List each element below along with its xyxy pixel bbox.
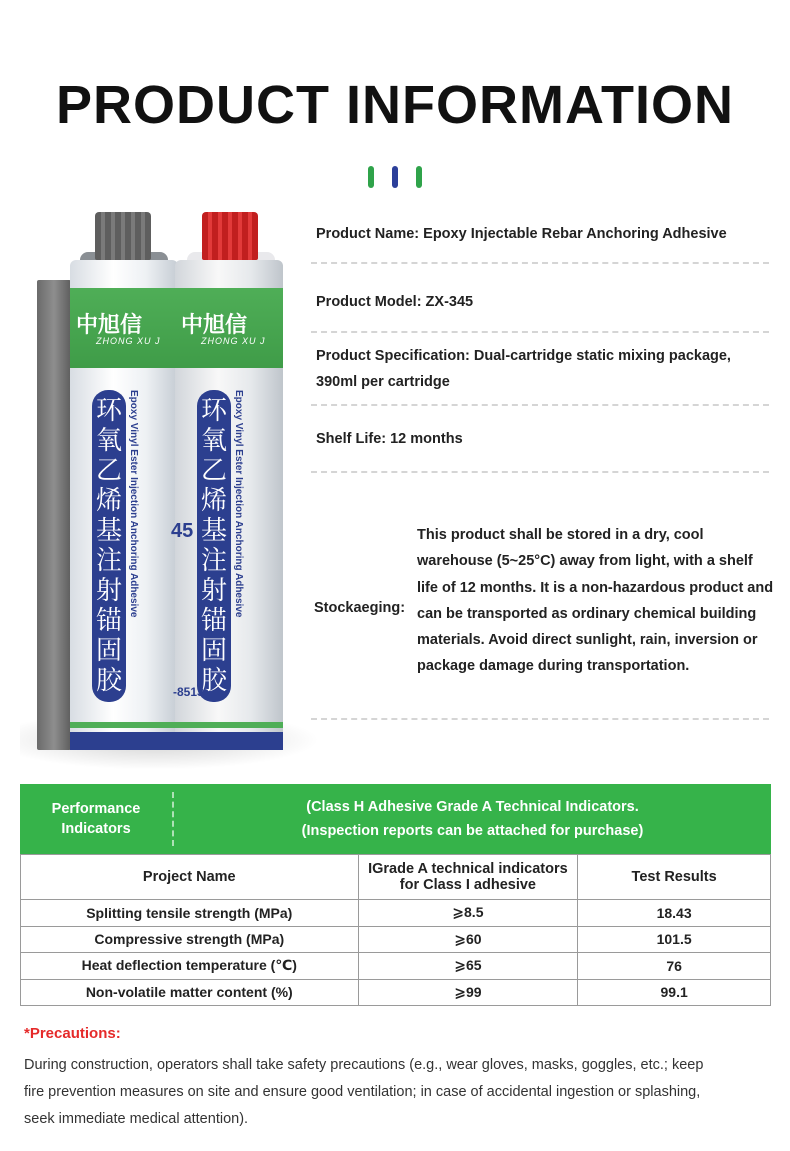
storage-line: life of 12 months. It is a non-hazardous product and <box>417 579 774 596</box>
cartridge-stripe <box>175 722 283 728</box>
cartridge-model-fragment: 45 <box>171 520 194 542</box>
performance-table-header <box>20 784 771 854</box>
header-left-line: Indicators <box>61 821 131 837</box>
precautions-text <box>24 1052 774 1133</box>
divider <box>311 331 769 333</box>
product-image <box>20 200 300 770</box>
brand-logo-en: ZHONG XU J <box>96 336 161 346</box>
product-name-cn-label: 环氧乙烯基注射锚固胶 <box>92 390 126 702</box>
table-row <box>21 926 771 953</box>
cartridge-bottom-band <box>70 732 178 750</box>
cartridge-bottom-band <box>175 732 283 750</box>
cell-grade: ⩾60 <box>358 926 578 953</box>
col-test-results: Test Results <box>578 855 771 900</box>
cartridge-stripe <box>70 722 178 728</box>
cell-grade: ⩾99 <box>358 979 578 1006</box>
cartridge-left <box>70 260 178 750</box>
table-row <box>21 979 771 1006</box>
storage-description <box>417 522 787 680</box>
precautions-line: fire prevention measures on site and ensure good ventilation; in case of accidental ingestion or splashing, <box>24 1084 701 1100</box>
title-decoration-dots <box>0 166 790 188</box>
performance-table <box>20 854 771 1006</box>
decoration-dot <box>392 166 398 188</box>
divider <box>311 471 769 473</box>
product-name-cn-label: 环氧乙烯基注射锚固胶 <box>197 390 231 702</box>
cartridge-plunger <box>37 280 71 750</box>
divider <box>311 262 769 264</box>
shelf-life-row: Shelf Life: 12 months <box>316 431 463 447</box>
product-model-row: Product Model: ZX-345 <box>316 294 474 310</box>
product-name-en-label: Epoxy Vinyl Ester Injection Anchoring Adhesive <box>233 390 244 618</box>
product-spec-line: Product Specification: Dual-cartridge static mixing package, <box>316 348 731 364</box>
cell-result: 99.1 <box>578 979 771 1006</box>
storage-line: materials. Avoid direct sunlight, rain, inversion or <box>417 632 758 649</box>
cell-project: Heat deflection temperature (℃) <box>21 953 359 980</box>
col-grade-line: for Class I adhesive <box>399 877 536 893</box>
header-right-line: (Inspection reports can be attached for purchase) <box>301 823 644 839</box>
performance-indicators-label <box>20 784 172 854</box>
product-spec-line: 390ml per cartridge <box>316 374 450 390</box>
storage-line: warehouse (5~25°C) away from light, with a shelf <box>417 553 753 570</box>
cell-result: 76 <box>578 953 771 980</box>
cell-grade: ⩾65 <box>358 953 578 980</box>
cell-result: 101.5 <box>578 926 771 953</box>
storage-line: package damage during transportation. <box>417 658 690 675</box>
brand-logo: 中旭信 <box>76 313 143 338</box>
storage-line: This product shall be stored in a dry, cool <box>417 527 704 543</box>
storage-line: can be transported as ordinary chemical building <box>417 605 757 622</box>
cartridge-right <box>171 260 283 750</box>
table-row <box>21 953 771 980</box>
cell-project: Splitting tensile strength (MPa) <box>21 900 359 927</box>
cartridge-cap-gray <box>95 212 151 260</box>
product-name-row: Product Name: Epoxy Injectable Rebar Anchoring Adhesive <box>316 226 727 242</box>
product-name-en-label: Epoxy Vinyl Ester Injection Anchoring Adhesive <box>128 390 139 618</box>
table-header-row <box>21 855 771 900</box>
cell-grade: ⩾8.5 <box>358 900 578 927</box>
col-grade-line: IGrade A technical indicators <box>368 861 568 877</box>
cell-project: Non-volatile matter content (%) <box>21 979 359 1006</box>
divider <box>311 718 769 720</box>
precautions-line: seek immediate medical attention). <box>24 1111 249 1127</box>
header-right-line: (Class H Adhesive Grade A Technical Indicators. <box>306 799 639 815</box>
precautions-title: *Precautions: <box>24 1025 121 1042</box>
brand-logo: 中旭信 <box>181 313 248 338</box>
storage-label: Stockaeging: <box>314 600 406 616</box>
divider <box>311 404 769 406</box>
col-grade-indicators <box>358 855 578 900</box>
product-spec-row <box>316 343 768 395</box>
cartridge-phone-fragment: -8513 <box>173 685 204 699</box>
decoration-dot <box>416 166 422 188</box>
cell-result: 18.43 <box>578 900 771 927</box>
cartridge-cap-red <box>202 212 258 260</box>
brand-logo-en: ZHONG XU J <box>201 336 266 346</box>
decoration-dot <box>368 166 374 188</box>
page-title: PRODUCT INFORMATION <box>56 75 734 135</box>
precautions-line: During construction, operators shall take safety precautions (e.g., wear gloves, masks, goggles, etc.; keep <box>24 1057 704 1073</box>
col-project-name: Project Name <box>21 855 359 900</box>
header-left-line: Performance <box>51 801 141 817</box>
cell-project: Compressive strength (MPa) <box>21 926 359 953</box>
technical-indicators-caption <box>174 784 771 854</box>
table-row <box>21 900 771 927</box>
